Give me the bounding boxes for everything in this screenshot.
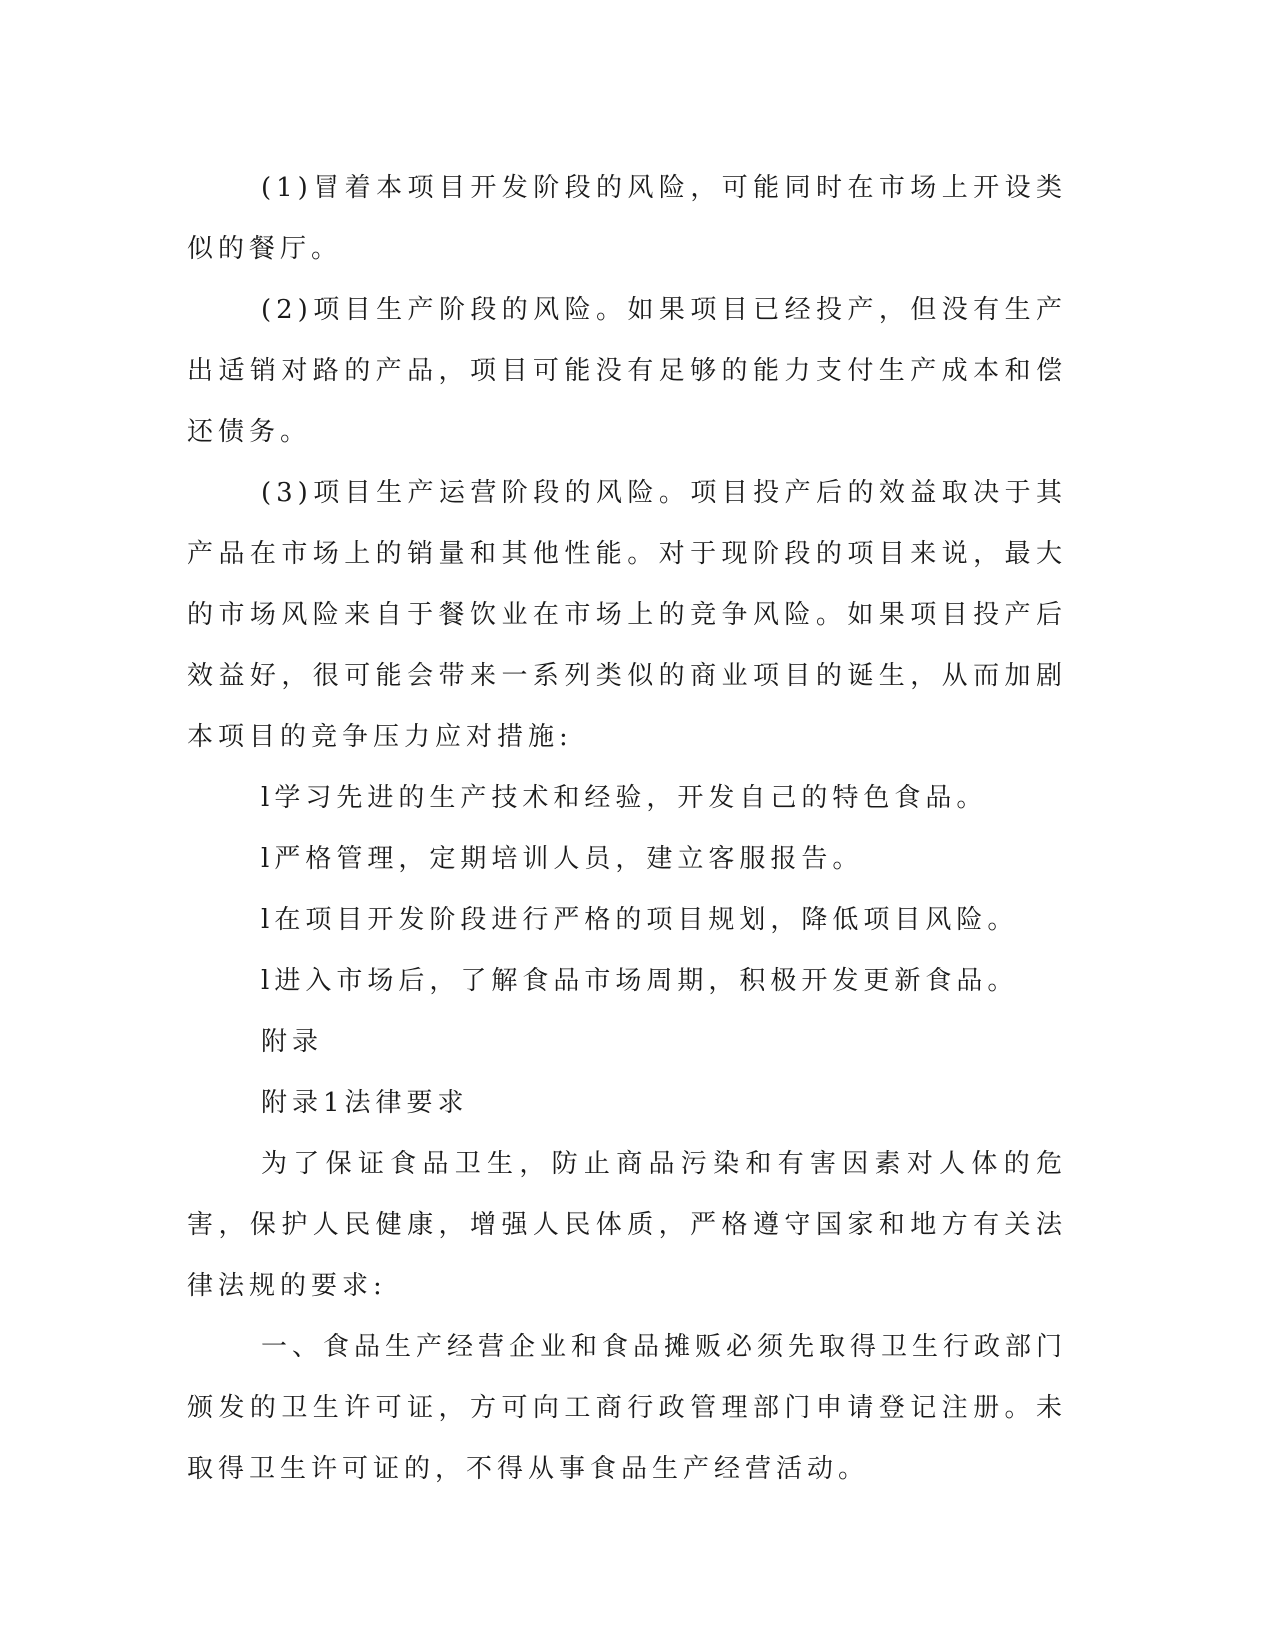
paragraph-legal-intro: 为了保证食品卫生，防止商品污染和有害因素对人体的危害，保护人民健康，增强人民体质，严格遵守国家和地方有关法律法规的要求: xyxy=(187,1149,1067,1301)
paragraph-risk-operation: (3)项目生产运营阶段的风险。项目投产后的效益取决于其产品在市场上的销量和其他性能。对于现阶段的项目来说，最大的市场风险来自于餐饮业在市场上的竞争风险。如果项目投产后效益好，很可能会带来一系列类似的商业项目的诞生，从而加剧本项目的竞争压力应对措施: xyxy=(187,478,1067,752)
measure-item-market: l进入市场后，了解食品市场周期，积极开发更新食品。 xyxy=(261,966,1019,996)
measure-item-technology: l学习先进的生产技术和经验，开发自己的特色食品。 xyxy=(261,783,988,813)
paragraph-risk-production: (2)项目生产阶段的风险。如果项目已经投产，但没有生产出适销对路的产品，项目可能没有足够的能力支付生产成本和偿还债务。 xyxy=(187,295,1067,447)
measure-item-management: l严格管理，定期培训人员，建立客服报告。 xyxy=(261,844,864,874)
document-body xyxy=(187,158,1067,1500)
measure-item-planning: l在项目开发阶段进行严格的项目规划，降低项目风险。 xyxy=(261,905,1019,935)
paragraph-risk-development: (1)冒着本项目开发阶段的风险，可能同时在市场上开设类似的餐厅。 xyxy=(187,173,1067,264)
appendix-heading: 附录 xyxy=(261,1027,324,1057)
paragraph-legal-item-1: 一、食品生产经营企业和食品摊贩必须先取得卫生行政部门颁发的卫生许可证，方可向工商行政管理部门申请登记注册。未取得卫生许可证的，不得从事食品生产经营活动。 xyxy=(187,1332,1068,1484)
appendix-1-heading: 附录1法律要求 xyxy=(261,1088,469,1118)
